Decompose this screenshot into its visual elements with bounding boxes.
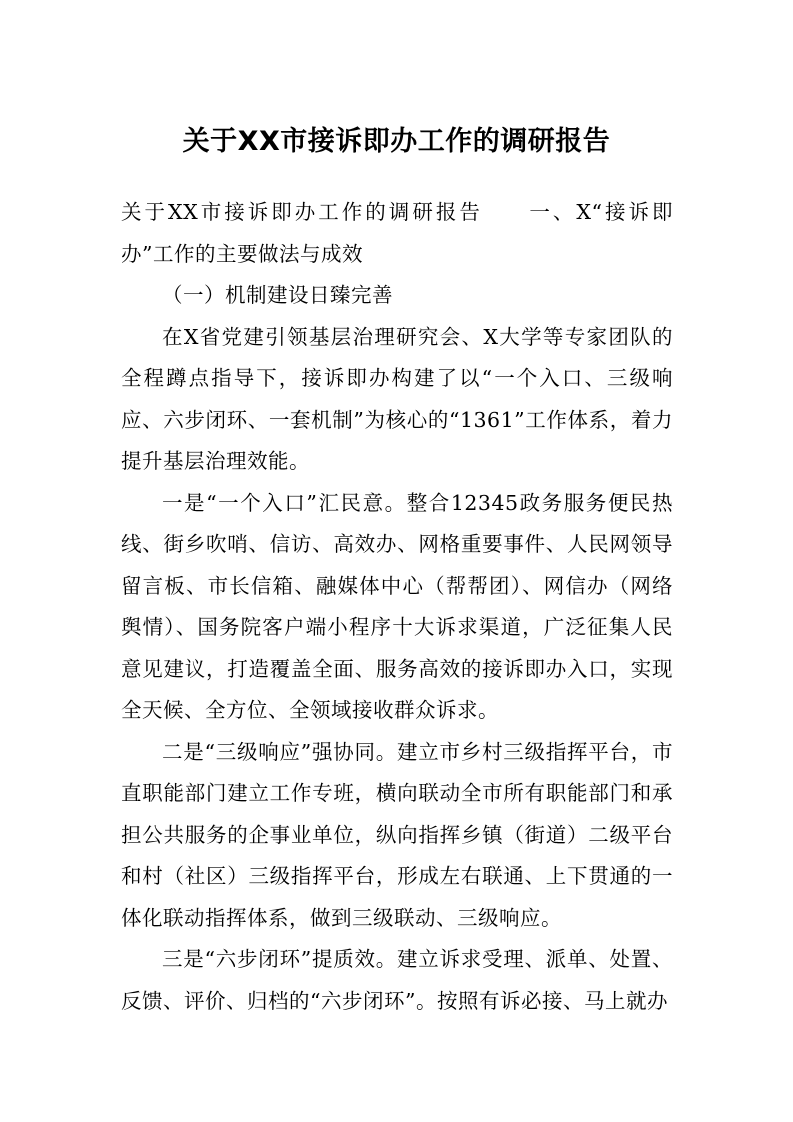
body-paragraph-1: 在X省党建引领基层治理研究会、X大学等专家团队的全程蹲点指导下，接诉即办构建了以“一个入口、三级响应、六步闭环、一套机制”为核心的“1361”工作体系，着力提升基层治理效能。 <box>121 324 673 473</box>
intro-paragraph <box>121 192 673 275</box>
section-heading-1: 一、X“接诉即办”工作的主要做法与成效 <box>121 200 673 266</box>
body-paragraph-3: 二是“三级响应”强协同。建立市乡村三级指挥平台，市直职能部门建立工作专班，横向联动全市所有职能部门和承担公共服务的企事业单位，纵向指挥乡镇（街道）二级平台和村（社区）三级指挥平台，形成左右联通、上下贯通的一体化联动指挥体系，做到三级联动、三级响应。 <box>121 739 673 930</box>
subsection-heading: （一）机制建设日臻完善 <box>162 283 393 307</box>
document-body <box>121 192 673 1022</box>
body-paragraph-2: 一是“一个入口”汇民意。整合12345政务服务便民热线、街乡吹哨、信访、高效办、网格重要事件、人民网领导留言板、市长信箱、融媒体中心（帮帮团）、网信办（网络舆情）、国务院客户端小程序十大诉求渠道，广泛征集人民意见建议，打造覆盖全面、服务高效的接诉即办入口，实现全天候、全方位、全领域接收群众诉求。 <box>121 490 673 722</box>
document-title: 关于XX市接诉即办工作的调研报告 <box>182 126 611 157</box>
intro-repeat-title: 关于XX市接诉即办工作的调研报告 <box>121 200 483 224</box>
body-paragraph-4: 三是“六步闭环”提质效。建立诉求受理、派单、处置、反馈、评价、归档的“六步闭环”。按照有诉必接、马上就办 <box>121 947 673 1013</box>
